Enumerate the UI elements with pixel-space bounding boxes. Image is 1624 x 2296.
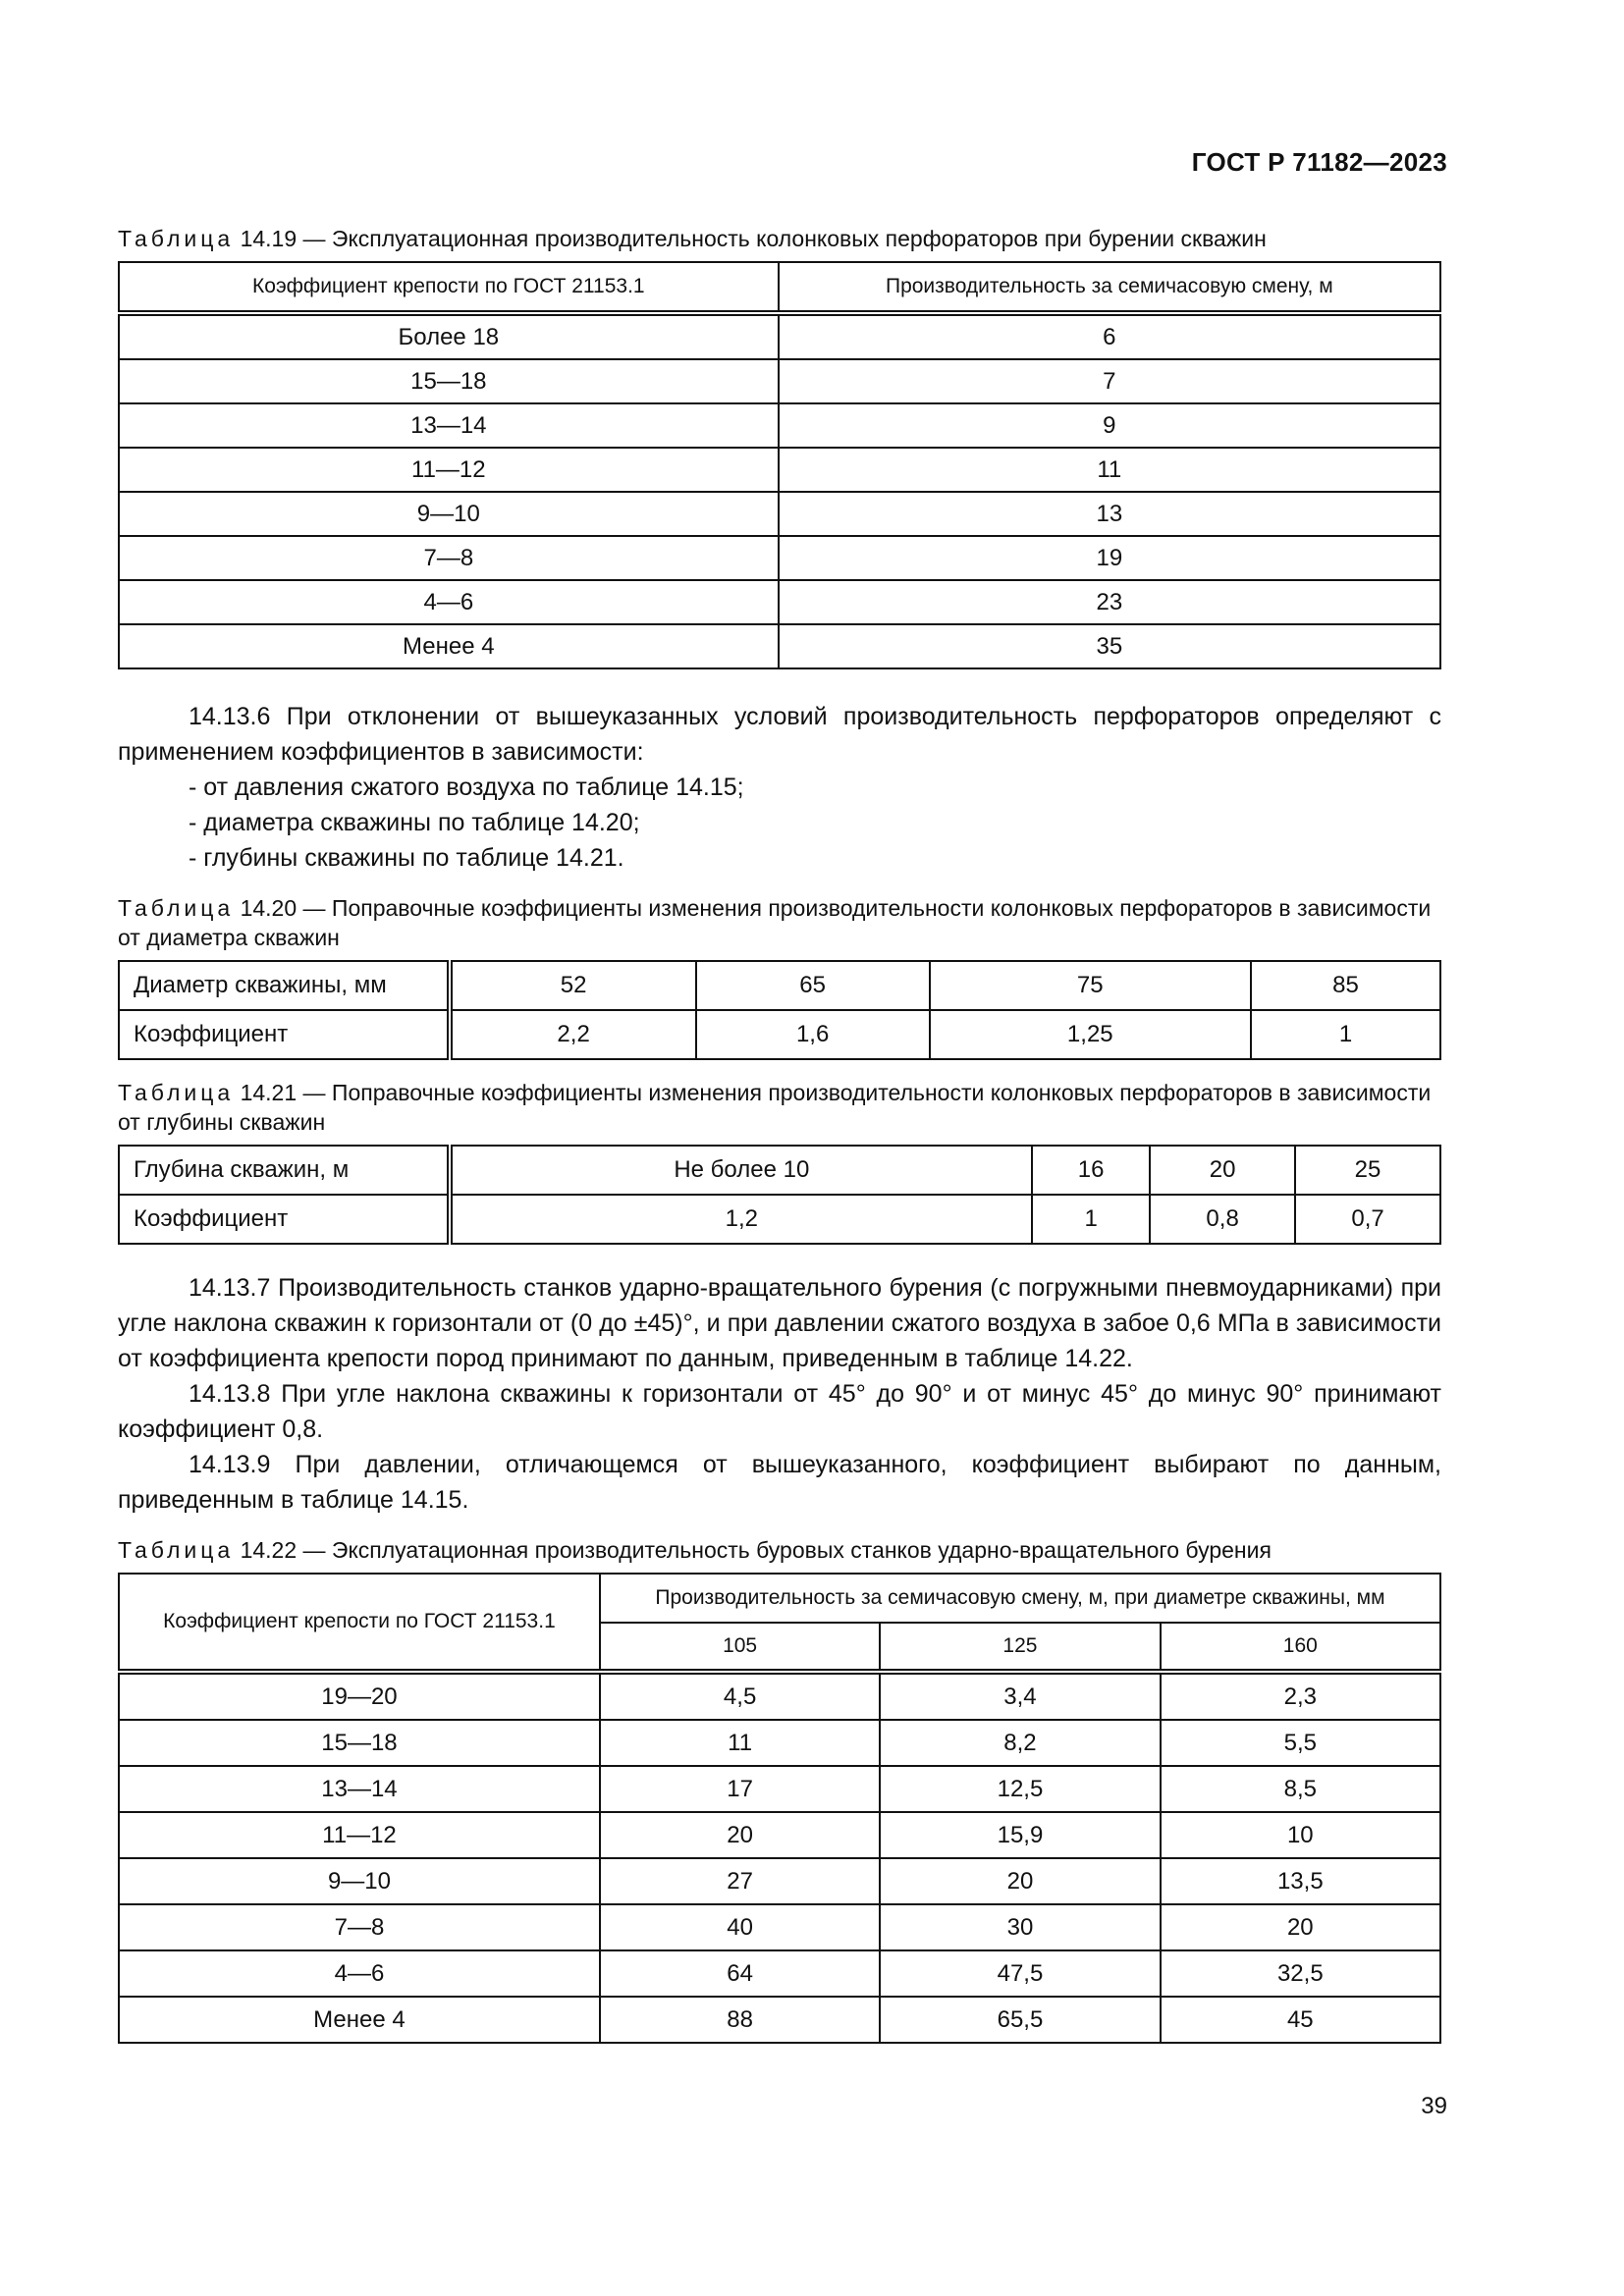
table-cell: 12,5 bbox=[880, 1766, 1160, 1812]
table-cell: 3,4 bbox=[880, 1672, 1160, 1720]
table-cell: 1,25 bbox=[930, 1010, 1252, 1059]
table-cell: 64 bbox=[600, 1950, 880, 1997]
coefficient-list bbox=[118, 770, 1441, 876]
table-cell: 2,3 bbox=[1161, 1672, 1440, 1720]
table-14-21 bbox=[118, 1145, 1441, 1245]
table-cell: 11 bbox=[600, 1720, 880, 1766]
table-cell: 0,7 bbox=[1295, 1195, 1440, 1244]
table-cell: Менее 4 bbox=[119, 624, 779, 668]
table-cell: 75 bbox=[930, 961, 1252, 1010]
table-cell: 20 bbox=[880, 1858, 1160, 1904]
table-cell: 30 bbox=[880, 1904, 1160, 1950]
table-row bbox=[119, 1672, 1440, 1720]
table-cell: Менее 4 bbox=[119, 1997, 600, 2043]
table-cell: 17 bbox=[600, 1766, 880, 1812]
table-cell: 52 bbox=[450, 961, 696, 1010]
table-cell: 23 bbox=[779, 580, 1440, 624]
table-cell: 11 bbox=[779, 448, 1440, 492]
table-row bbox=[119, 1720, 1440, 1766]
table-cell: 19—20 bbox=[119, 1672, 600, 1720]
table-cell: 1 bbox=[1251, 1010, 1440, 1059]
table-row bbox=[119, 1904, 1440, 1950]
table-cell: 15—18 bbox=[119, 359, 779, 403]
table-cell: 8,2 bbox=[880, 1720, 1160, 1766]
table-header-row bbox=[119, 262, 1440, 313]
table-cell: 13—14 bbox=[119, 403, 779, 448]
paragraph-14-13-9: 14.13.9 При давлении, отличающемся от вышеуказанного, коэффициент выбирают по данным, приведенным в таблице 14.15. bbox=[118, 1451, 1441, 1514]
table-row bbox=[119, 448, 1440, 492]
row-label: Глубина скважин, м bbox=[119, 1146, 450, 1195]
table-cell: Не более 10 bbox=[450, 1146, 1033, 1195]
table-cell: 40 bbox=[600, 1904, 880, 1950]
header-cell: Коэффициент крепости по ГОСТ 21153.1 bbox=[119, 262, 779, 313]
table-cell: Более 18 bbox=[119, 313, 779, 359]
page-content bbox=[118, 224, 1441, 2044]
header-cell: 160 bbox=[1161, 1623, 1440, 1672]
table-caption bbox=[118, 893, 1441, 952]
table-cell: 9 bbox=[779, 403, 1440, 448]
list-item: - глубины скважины по таблице 14.21. bbox=[189, 844, 624, 872]
table-14-22 bbox=[118, 1573, 1441, 2044]
table-cell: 11—12 bbox=[119, 448, 779, 492]
paragraph-14-13-7: 14.13.7 Производительность станков ударно-вращательного бурения (с погружными пневмоударниками) при угле наклона скважин к горизонтали от (0 до ±45)°, и при давлении сжатого воздуха в забое 0,6 МПа в зависимости от коэффициента крепости пород принимают по данным, приведенным в таблице 14.22. bbox=[118, 1274, 1441, 1372]
table-caption bbox=[118, 224, 1441, 253]
caption-word: Таблица bbox=[118, 1537, 235, 1563]
table-cell: 0,8 bbox=[1150, 1195, 1295, 1244]
paragraph-14-13-6: 14.13.6 При отклонении от вышеуказанных условий производительность перфораторов определяют с применением коэффициентов в зависимости: bbox=[118, 703, 1441, 766]
caption-text: 14.21 — Поправочные коэффициенты изменения производительности колонковых перфораторов в зависимости от глубины скважин bbox=[118, 1080, 1432, 1135]
table-cell: 47,5 bbox=[880, 1950, 1160, 1997]
table-cell: 20 bbox=[600, 1812, 880, 1858]
table-cell: 4—6 bbox=[119, 580, 779, 624]
table-row bbox=[119, 1950, 1440, 1997]
table-cell: 13 bbox=[779, 492, 1440, 536]
caption-word: Таблица bbox=[118, 895, 235, 921]
table-row bbox=[119, 536, 1440, 580]
caption-text: 14.20 — Поправочные коэффициенты изменения производительности колонковых перфораторов в зависимости от диаметра скважин bbox=[118, 895, 1432, 950]
table-cell: 15,9 bbox=[880, 1812, 1160, 1858]
table-cell: 20 bbox=[1161, 1904, 1440, 1950]
header-group-cell: Производительность за семичасовую смену, м, при диаметре скважины, мм bbox=[600, 1574, 1440, 1623]
table-cell: 27 bbox=[600, 1858, 880, 1904]
table-cell: 1,6 bbox=[696, 1010, 930, 1059]
table-14-20 bbox=[118, 960, 1441, 1060]
table-cell: 19 bbox=[779, 536, 1440, 580]
paragraph-14-13-8: 14.13.8 При угле наклона скважины к горизонтали от 45° до 90° и от минус 45° до минус 90° принимают коэффициент 0,8. bbox=[118, 1380, 1441, 1443]
table-cell: 5,5 bbox=[1161, 1720, 1440, 1766]
table-row bbox=[119, 624, 1440, 668]
table-14-19 bbox=[118, 261, 1441, 669]
table-cell: 32,5 bbox=[1161, 1950, 1440, 1997]
header-cell: Коэффициент крепости по ГОСТ 21153.1 bbox=[119, 1574, 600, 1672]
header-cell: 125 bbox=[880, 1623, 1160, 1672]
table-cell: 1,2 bbox=[450, 1195, 1033, 1244]
table-cell: 85 bbox=[1251, 961, 1440, 1010]
table-cell: 35 bbox=[779, 624, 1440, 668]
list-item: - диаметра скважины по таблице 14.20; bbox=[189, 809, 640, 836]
table-cell: 20 bbox=[1150, 1146, 1295, 1195]
table-row bbox=[119, 1195, 1440, 1244]
table-cell: 9—10 bbox=[119, 492, 779, 536]
table-row bbox=[119, 1997, 1440, 2043]
table-cell: 4—6 bbox=[119, 1950, 600, 1997]
table-cell: 7—8 bbox=[119, 536, 779, 580]
table-caption bbox=[118, 1078, 1441, 1137]
row-label: Диаметр скважины, мм bbox=[119, 961, 450, 1010]
caption-word: Таблица bbox=[118, 1080, 235, 1105]
table-row bbox=[119, 403, 1440, 448]
table-row bbox=[119, 1812, 1440, 1858]
table-cell: 13,5 bbox=[1161, 1858, 1440, 1904]
caption-text: 14.22 — Эксплуатационная производительность буровых станков ударно-вращательного бурения bbox=[234, 1537, 1272, 1563]
table-row bbox=[119, 1858, 1440, 1904]
table-caption bbox=[118, 1535, 1441, 1565]
table-cell: 2,2 bbox=[450, 1010, 696, 1059]
table-row bbox=[119, 359, 1440, 403]
table-cell: 88 bbox=[600, 1997, 880, 2043]
table-cell: 11—12 bbox=[119, 1812, 600, 1858]
table-row bbox=[119, 580, 1440, 624]
table-cell: 16 bbox=[1032, 1146, 1150, 1195]
table-cell: 7 bbox=[779, 359, 1440, 403]
table-cell: 9—10 bbox=[119, 1858, 600, 1904]
table-cell: 10 bbox=[1161, 1812, 1440, 1858]
table-row bbox=[119, 1010, 1440, 1059]
table-cell: 13—14 bbox=[119, 1766, 600, 1812]
table-row bbox=[119, 492, 1440, 536]
table-cell: 8,5 bbox=[1161, 1766, 1440, 1812]
table-cell: 4,5 bbox=[600, 1672, 880, 1720]
table-cell: 7—8 bbox=[119, 1904, 600, 1950]
table-header-row bbox=[119, 1574, 1440, 1623]
table-row bbox=[119, 961, 1440, 1010]
list-item: - от давления сжатого воздуха по таблице 14.15; bbox=[189, 774, 744, 801]
table-row bbox=[119, 1766, 1440, 1812]
caption-word: Таблица bbox=[118, 226, 235, 251]
row-label: Коэффициент bbox=[119, 1195, 450, 1244]
table-cell: 15—18 bbox=[119, 1720, 600, 1766]
table-row bbox=[119, 313, 1440, 359]
table-cell: 65 bbox=[696, 961, 930, 1010]
caption-text: 14.19 — Эксплуатационная производительность колонковых перфораторов при бурении скважин bbox=[234, 226, 1267, 251]
table-cell: 65,5 bbox=[880, 1997, 1160, 2043]
table-cell: 6 bbox=[779, 313, 1440, 359]
row-label: Коэффициент bbox=[119, 1010, 450, 1059]
table-cell: 25 bbox=[1295, 1146, 1440, 1195]
header-cell: Производительность за семичасовую смену, м bbox=[779, 262, 1440, 313]
header-cell: 105 bbox=[600, 1623, 880, 1672]
page-number: 39 bbox=[1421, 2093, 1447, 2119]
table-row bbox=[119, 1146, 1440, 1195]
table-cell: 1 bbox=[1032, 1195, 1150, 1244]
table-cell: 45 bbox=[1161, 1997, 1440, 2043]
document-code: ГОСТ Р 71182—2023 bbox=[1191, 147, 1447, 177]
